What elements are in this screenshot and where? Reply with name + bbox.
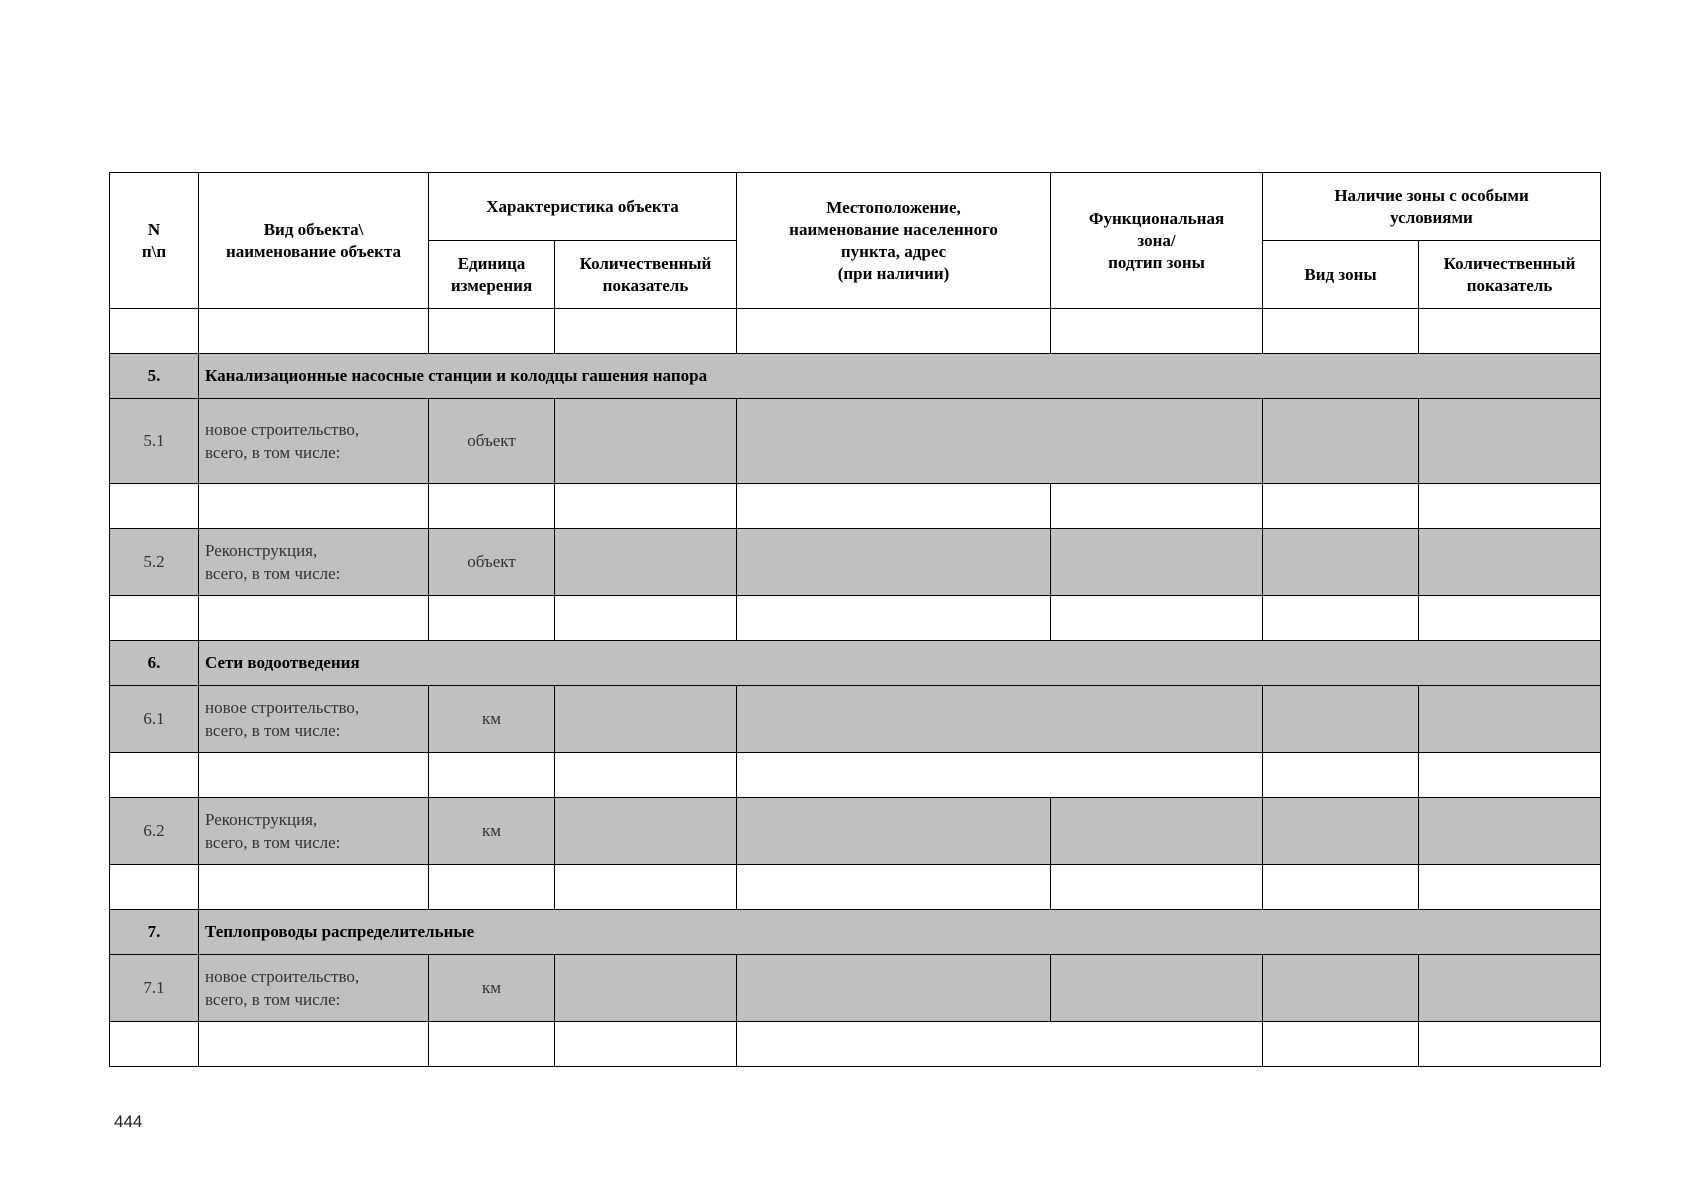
table-row [110, 309, 1601, 354]
data-table [109, 172, 1601, 1067]
row-unit: объект [429, 399, 555, 484]
section-row [110, 354, 1601, 399]
row-unit: км [429, 798, 555, 865]
section-number: 7. [110, 910, 199, 955]
table-row [110, 686, 1601, 753]
header-object-type: Вид объекта\ наименование объекта [199, 173, 429, 309]
section-row [110, 641, 1601, 686]
header-quantity: Количественный показатель [555, 241, 737, 309]
section-title: Сети водоотведения [199, 641, 1601, 686]
row-number: 7.1 [110, 955, 199, 1022]
row-unit: км [429, 686, 555, 753]
section-title: Канализационные насосные станции и колодцы гашения напора [199, 354, 1601, 399]
table-row [110, 484, 1601, 529]
table-row [110, 865, 1601, 910]
table-row [110, 399, 1601, 484]
row-number: 6.1 [110, 686, 199, 753]
section-number: 6. [110, 641, 199, 686]
page-number: 444 [114, 1112, 143, 1131]
row-number: 6.2 [110, 798, 199, 865]
table-row [110, 1022, 1601, 1067]
header-num: N п\п [110, 173, 199, 309]
row-name: новое строительство, всего, в том числе: [199, 399, 429, 484]
row-number: 5.2 [110, 529, 199, 596]
row-unit: км [429, 955, 555, 1022]
table-row [110, 798, 1601, 865]
table-row [110, 529, 1601, 596]
row-number: 5.1 [110, 399, 199, 484]
header-special-zone: Наличие зоны с особыми условиями [1263, 173, 1601, 241]
row-name: Реконструкция, всего, в том числе: [199, 798, 429, 865]
header-unit: Единица измерения [429, 241, 555, 309]
table-row [110, 955, 1601, 1022]
table-row [110, 753, 1601, 798]
header-functional-zone: Функциональная зона/ подтип зоны [1051, 173, 1263, 309]
section-row [110, 910, 1601, 955]
row-name: новое строительство, всего, в том числе: [199, 686, 429, 753]
row-name: Реконструкция, всего, в том числе: [199, 529, 429, 596]
row-unit: объект [429, 529, 555, 596]
header-zone-quantity: Количественный показатель [1419, 241, 1601, 309]
header-zone-type: Вид зоны [1263, 241, 1419, 309]
table-row [110, 596, 1601, 641]
row-name: новое строительство, всего, в том числе: [199, 955, 429, 1022]
header-characteristic: Характеристика объекта [429, 173, 737, 241]
header-location: Местоположение, наименование населенного пункта, адрес (при наличии) [737, 173, 1051, 309]
section-number: 5. [110, 354, 199, 399]
section-title: Теплопроводы распределительные [199, 910, 1601, 955]
